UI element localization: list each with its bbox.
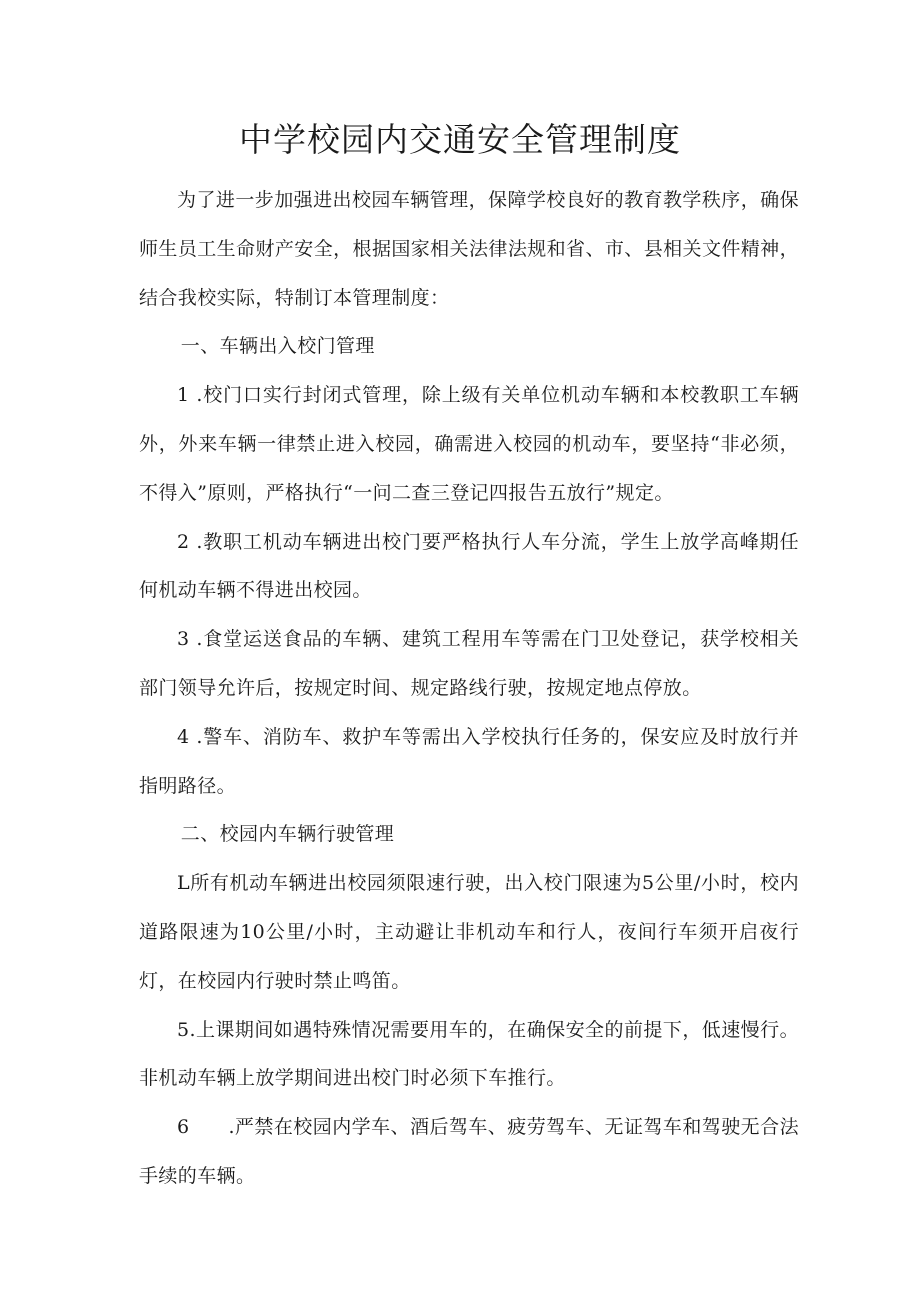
paragraph-item-2: 2 .教职工机动车辆进出校门要严格执行人车分流，学生上放学高峰期任何机动车辆不得进出校园。 bbox=[139, 530, 799, 602]
paragraph-item-3: 3 .食堂运送食品的车辆、建筑工程用车等需在门卫处登记，获学校相关部门领导允许后，按规定时间、规定路线行驶，按规定地点停放。 bbox=[139, 628, 799, 699]
paragraph-item-4: 4 .警车、消防车、救护车等需出入学校执行任务的，保安应及时放行并指明路径。 bbox=[139, 725, 799, 797]
paragraph-item-6: 6 .严禁在校园内学车、酒后驾车、疲劳驾车、无证驾车和驾驶无合法手续的车辆。 bbox=[139, 1116, 799, 1187]
paragraph-item-1: 1 .校门口实行封闭式管理，除上级有关单位机动车辆和本校教职工车辆外，外来车辆一律禁止进入校园，确需进入校园的机动车，要坚持“非必须，不得入”原则，严格执行“一问二查三登记四报告五放行”规定。 bbox=[139, 384, 799, 504]
document-body bbox=[139, 176, 799, 1201]
paragraph-item-5: 5.上课期间如遇特殊情况需要用车的，在确保安全的前提下，低速慢行。非机动车辆上放学期间进出校门时必须下车推行。 bbox=[139, 1018, 799, 1090]
paragraph-item-L: L所有机动车辆进出校园须限速行驶，出入校门限速为5公里/小时，校内道路限速为10公里/小时，主动避让非机动车和行人，夜间行车须开启夜行灯，在校园内行驶时禁止鸣笛。 bbox=[139, 872, 799, 992]
intro-paragraph: 为了进一步加强进出校园车辆管理，保障学校良好的教育教学秩序，确保师生员工生命财产安全，根据国家相关法律法规和省、市、县相关文件精神，结合我校实际，特制订本管理制度： bbox=[139, 189, 799, 309]
section-heading-2: 二、校园内车辆行驶管理 bbox=[180, 823, 395, 846]
section-heading-1: 一、车辆出入校门管理 bbox=[180, 335, 375, 358]
document-title: 中学校园内交通安全管理制度 bbox=[239, 120, 681, 159]
